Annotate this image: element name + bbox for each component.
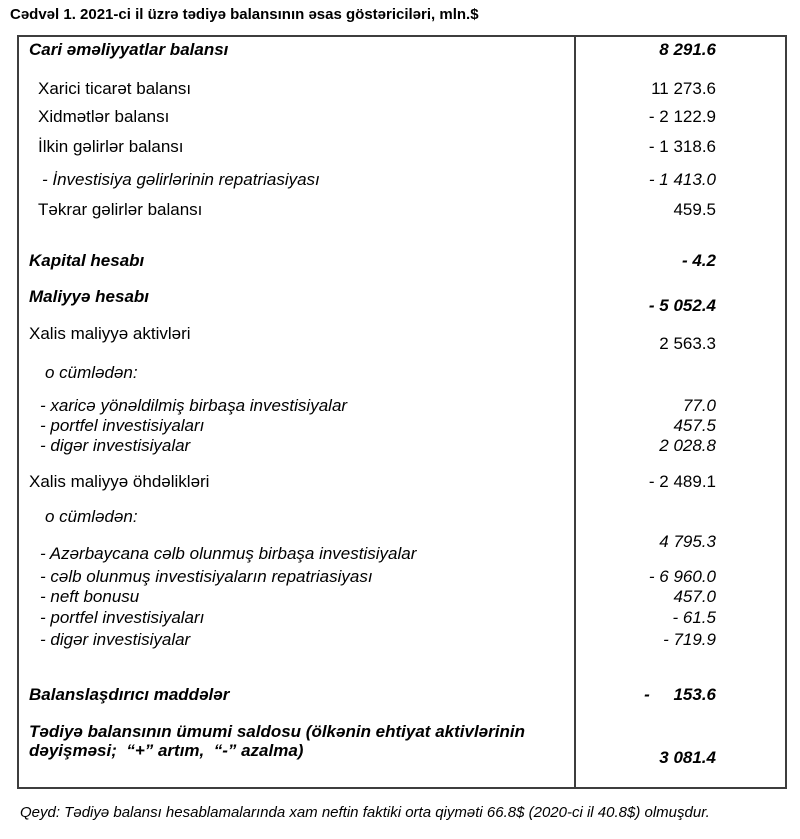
row-value-tekrar-gelirler: 459.5 [673,200,716,219]
row-label-o-cumleden-1: o cümlədən: [45,363,138,382]
row-label-portfel-ohdelik: - portfel investisiyaları [40,608,205,627]
row-value-portfel-aktiv: 457.5 [673,416,716,435]
balance-of-payments-table [17,35,787,789]
table-caption: Cədvəl 1. 2021-ci il üzrə tədiyə balansının əsas göstəriciləri, mln.$ [10,6,479,23]
row-value-xalis-aktivler: 2 563.3 [659,334,716,353]
row-value-portfel-ohdelik: - 61.5 [672,608,716,627]
row-label-diger-aktiv: - digər investisiyalar [40,436,191,455]
footnote: Qeyd: Tədiyə balansı hesablamalarında xam neftin faktiki orta qiyməti 66.8$ (2020-ci il 40.8$) olmuşdur. [20,804,710,821]
row-value-xarice-birbasa: 77.0 [682,396,716,415]
row-label-portfel-aktiv: - portfel investisiyaları [40,416,205,435]
row-label-diger-ohdelik: - digər investisiyalar [40,630,191,649]
row-label-balanslasdirici: Balanslaşdırıcı maddələr [29,685,230,704]
row-label-maliyye-hesabi: Maliyyə hesabı [29,287,150,306]
row-value-kapital-hesabi: - 4.2 [681,251,716,270]
row-label-cari-emeliyyatlar: Cari əməliyyatlar balansı [29,40,229,59]
row-label-xidmetler: Xidmətlər balansı [38,107,170,126]
row-value-investisiya-repatriasiyasi: - 1 413.0 [648,170,716,189]
row-value-maliyye-hesabi: - 5 052.4 [648,296,716,315]
row-label-xalis-ohdelikler: Xalis maliyyə öhdəlikləri [29,472,210,491]
row-value-xalis-ohdelikler: - 2 489.1 [648,472,716,491]
column-divider [574,37,576,787]
row-label-tekrar-gelirler: Təkrar gəlirlər balansı [38,200,203,219]
row-value-diger-aktiv: 2 028.8 [659,436,716,455]
row-label-xarice-birbasa: - xaricə yönəldilmiş birbaşa investisiyalar [40,396,348,415]
row-value-xidmetler: - 2 122.9 [648,107,716,126]
row-value-azerbaycana-birbasa: 4 795.3 [659,532,716,551]
row-label-celb-repatriasiyasi: - cəlb olunmuş investisiyaların repatriasiyası [40,567,373,586]
row-value-cari-emeliyyatlar: 8 291.6 [659,40,716,59]
row-label-ilkin-gelirler: İlkin gəlirlər balansı [38,137,184,156]
row-label-investisiya-repatriasiyasi: - İnvestisiya gəlirlərinin repatriasiyası [42,170,320,189]
row-value-neft-bonusu: 457.0 [673,587,716,606]
row-value-xarici-ticaret: 11 273.6 [651,79,716,98]
row-label-xalis-aktivler: Xalis maliyyə aktivləri [29,324,191,343]
row-label-kapital-hesabi: Kapital hesabı [29,251,145,270]
row-label-azerbaycana-birbasa: - Azərbaycana cəlb olunmuş birbaşa investisiyalar [40,544,417,563]
row-label-o-cumleden-2: o cümlədən: [45,507,138,526]
row-label-neft-bonusu: - neft bonusu [40,587,140,606]
row-value-umumi-saldo: 3 081.4 [659,748,716,767]
row-value-balanslasdirici: - 153.6 [644,685,716,704]
row-label-xarici-ticaret: Xarici ticarət balansı [38,79,192,98]
row-value-celb-repatriasiyasi: - 6 960.0 [648,567,716,586]
row-label-umumi-saldo: Tədiyə balansının ümumi saldosu (ölkənin ehtiyat aktivlərinin dəyişməsi; “+” artım, “-” azalma) [29,722,530,760]
row-value-diger-ohdelik: - 719.9 [663,630,716,649]
row-value-ilkin-gelirler: - 1 318.6 [648,137,716,156]
